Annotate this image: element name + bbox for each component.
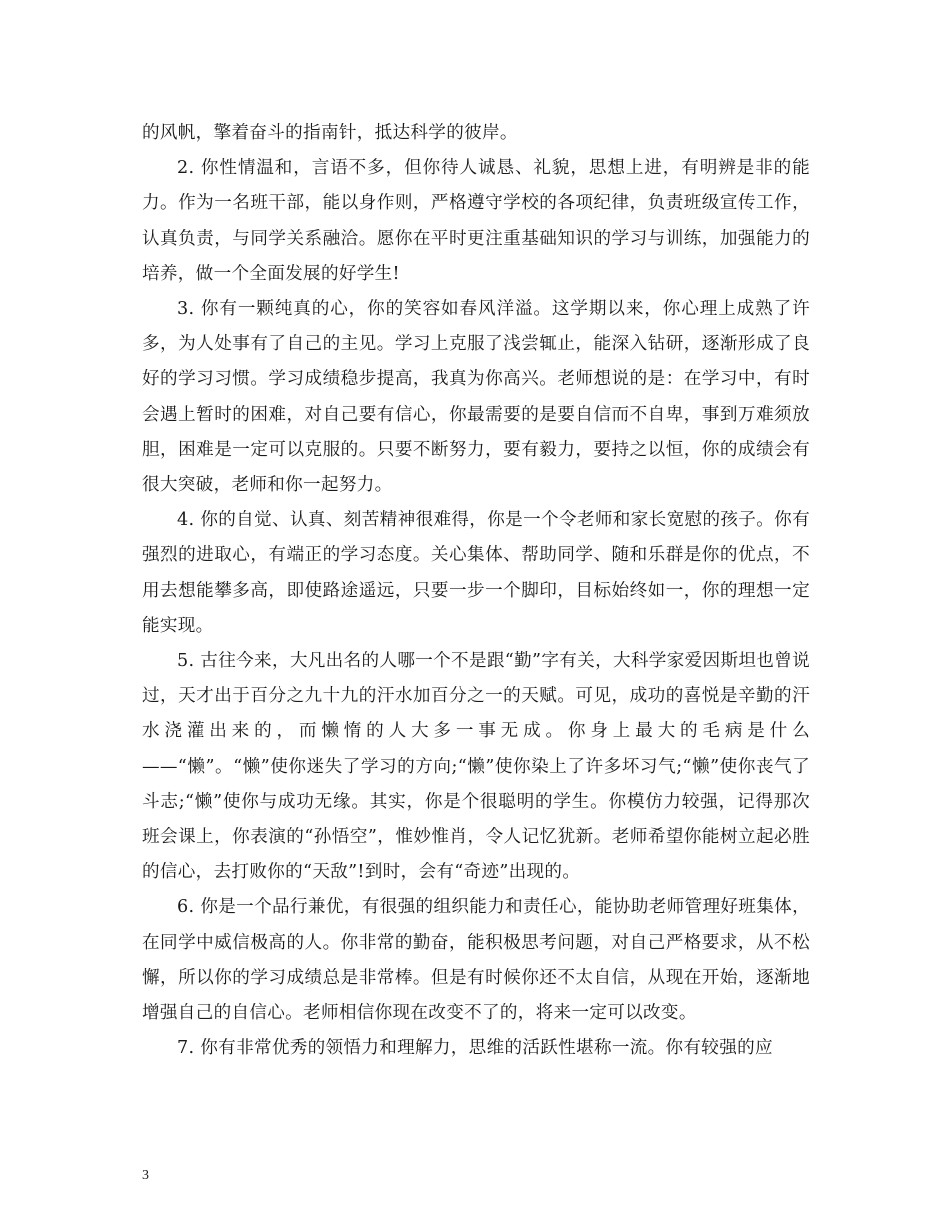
- document-body: [142, 116, 810, 1066]
- paragraph-continuation: 的风帆，擎着奋斗的指南针，抵达科学的彼岸。: [142, 123, 518, 143]
- paragraph-item-3: 3. 你有一颗纯真的心，你的笑容如春风洋溢。这学期以来，你心理上成熟了许多，为人处事有了自己的主见。学习上克服了浅尝辄止，能深入钻研，逐渐形成了良好的学习习惯。学习成绩稳步提高，我真为你高兴。老师想说的是：在学习中，有时会遇上暂时的困难，对自己要有信心，你最需要的是要自信而不自卑，事到万难须放胆，困难是一定可以克服的。只要不断努力，要有毅力，要持之以恒，你的成绩会有很大突破，老师和你一起努力。: [142, 299, 810, 496]
- paragraph-item-6: 6. 你是一个品行兼优，有很强的组织能力和责任心，能协助老师管理好班集体，在同学中威信极高的人。你非常的勤奋，能积极思考问题，对自己严格要求，从不松懈，所以你的学习成绩总是非常棒。但是有时候你还不太自信，从现在开始，逐渐地增强自己的自信心。老师相信你现在改变不了的，将来一定可以改变。: [142, 897, 810, 1024]
- paragraph-item-5: 5. 古往今来，大凡出名的人哪一个不是跟“勤”字有关，大科学家爱因斯坦也曾说过，天才出于百分之九十九的汗水加百分之一的天赋。可见，成功的喜悦是辛勤的汗水浇灌出来的，而懒惰的人大多一事无成。你身上最大的毛病是什么——“懒”。“懒”使你迷失了学习的方向;“懒”使你染上了许多坏习气;“懒”使你丧气了斗志;“懒”使你与成功无缘。其实，你是个很聪明的学生。你模仿力较强，记得那次班会课上，你表演的“孙悟空”，惟妙惟肖，令人记忆犹新。老师希望你能树立起必胜的信心，去打败你的“天敌”!到时，会有“奇迹”出现的。: [142, 651, 810, 883]
- paragraph-item-2: 2. 你性情温和，言语不多，但你待人诚恳、礼貌，思想上进，有明辨是非的能力。作为一名班干部，能以身作则，严格遵守学校的各项纪律，负责班级宣传工作，认真负责，与同学关系融洽。愿你在平时更注重基础知识的学习与训练，加强能力的培养，做一个全面发展的好学生!: [142, 158, 810, 284]
- paragraph-item-4: 4. 你的自觉、认真、刻苦精神很难得，你是一个令老师和家长宽慰的孩子。你有强烈的进取心，有端正的学习态度。关心集体、帮助同学、随和乐群是你的优点，不用去想能攀多高，即使路途遥远，只要一步一个脚印，目标始终如一，你的理想一定能实现。: [142, 510, 810, 636]
- paragraph-item-7: 7. 你有非常优秀的领悟力和理解力，思维的活跃性堪称一流。你有较强的应: [177, 1038, 773, 1059]
- page-number: 3: [142, 1168, 149, 1183]
